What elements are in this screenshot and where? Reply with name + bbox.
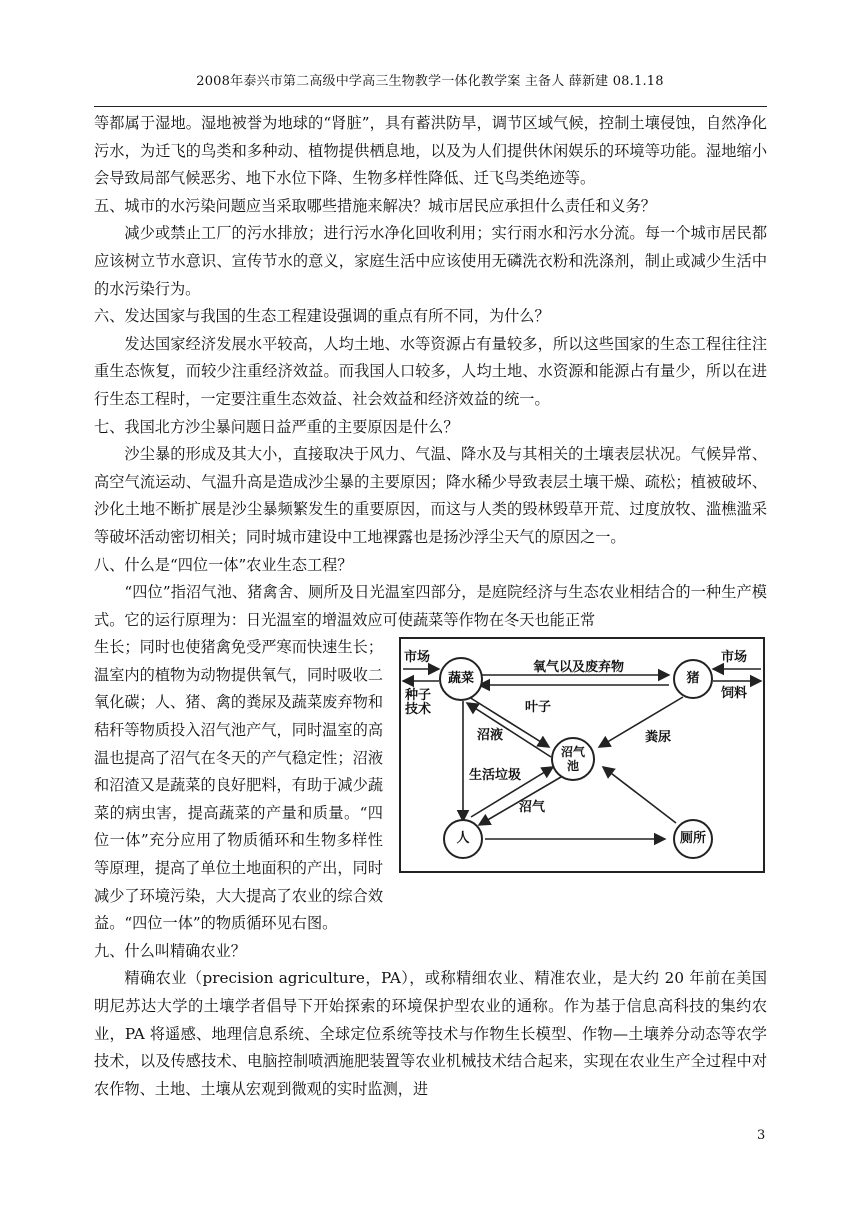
header-rule — [94, 106, 767, 107]
page-number: 3 — [757, 1128, 766, 1143]
paragraph: 等都属于湿地。湿地被誉为地球的“肾脏”，具有蓄洪防旱，调节区域气候，控制土壤侵蚀，自然净化污水，为迁飞的鸟类和多种动、植物提供栖息地，以及为人们提供休闲娱乐的环境等功能。湿地缩小会导致局部气候恶劣、地下水位下降、生物多样性降低、迁飞鸟类绝迹等。 — [94, 114, 767, 188]
question-heading: 七、我国北方沙尘暴问题日益严重的主要原因是什么？ — [94, 417, 459, 436]
question-heading: 八、什么是“四位一体”农业生态工程？ — [94, 555, 353, 574]
label-slurry: 沼液 — [477, 728, 504, 744]
label-manure: 粪尿 — [645, 730, 672, 746]
label-feed: 饲料 — [721, 686, 748, 702]
node-pig: 猪 — [673, 659, 713, 699]
node-human: 人 — [443, 819, 483, 859]
label-market-left: 市场 — [404, 650, 431, 666]
label-market-right: 市场 — [721, 650, 748, 666]
document-body — [94, 110, 767, 1103]
label-leaves: 叶子 — [525, 700, 552, 716]
paragraph-with-figure: 生长；同时也使猪禽免受严寒而快速生长；温室内的植物为动物提供氧气，同时吸收二氧化碳；人、猪、禽的粪尿及蔬菜废弃物和秸秆等物质投入沼气池产气，同时温室的高温也提高了沼气在冬天的产气稳定性；沼液和沼渣又是蔬菜的良好肥料，有助于减少蔬菜的病虫害，提高蔬菜的产量和质量。“四位一体”充分应用了物质循环和生物多样性等原理，提高了单位土地面积的产出，同时减少了环境污染，大大提高了农业的综合效益。“四位一体”的物质循环见右图。 — [94, 638, 383, 933]
label-oxygen-waste: 氧气以及废弃物 — [533, 660, 625, 676]
question-heading: 五、城市的水污染问题应当采取哪些措施来解决？城市居民应承担什么责任和义务？ — [94, 196, 656, 215]
question-heading: 六、发达国家与我国的生态工程建设强调的重点有所不同，为什么？ — [94, 307, 550, 326]
label-garbage: 生活垃圾 — [469, 768, 522, 784]
page-header: 2008年泰兴市第二高级中学高三生物教学一体化教学案 主备人 薛新建 08.1.18 — [196, 74, 664, 89]
node-biogas-pit: 沼气池 — [551, 737, 595, 781]
paragraph: “四位”指沼气池、猪禽舍、厕所及日光温室四部分，是庭院经济与生态农业相结合的一种生产模式。它的运行原理为：日光温室的增温效应可使蔬菜等作物在冬天也能正常 — [94, 583, 767, 629]
node-vegetables: 蔬菜 — [439, 657, 483, 701]
label-biogas: 沼气 — [519, 800, 546, 816]
question-heading: 九、什么叫精确农业？ — [94, 941, 246, 960]
label-seed-tech: 种子技术 — [405, 688, 432, 718]
paragraph: 减少或禁止工厂的污水排放；进行污水净化回收利用；实行雨水和污水分流。每一个城市居民都应该树立节水意识、宣传节水的意义，家庭生活中应该使用无磷洗衣粉和洗涤剂，制止或减少生活中的水污染行为。 — [94, 224, 767, 298]
paragraph: 精确农业（precision agriculture，PA），或称精细农业、精准农业，是大约 20 年前在美国明尼苏达大学的土壤学者倡导下开始探索的环境保护型农业的通称。作为基于信息高科技的集约农业，PA 将遥感、地理信息系统、全球定位系统等技术与作物生长模型、作物—土壤养分动态等农学技术，以及传感技术、电脑控制喷洒施肥装置等农业机械技术结合起来，实现在农业生产全过程中对农作物、土地、土壤从宏观到微观的实时监测，进 — [94, 969, 767, 1098]
paragraph: 发达国家经济发展水平较高，人均土地、水等资源占有量较多，所以这些国家的生态工程往往注重生态恢复，而较少注重经济效益。而我国人口较多，人均土地、水资源和能源占有量少，所以在进行生态工程时，一定要注重生态效益、社会效益和经济效益的统一。 — [94, 334, 767, 408]
paragraph: 沙尘暴的形成及其大小，直接取决于风力、气温、降水及与其相关的土壤表层状况。气候异常、高空气流运动、气温升高是造成沙尘暴的主要原因；降水稀少导致表层土壤干燥、疏松；植被破坏、沙化土地不断扩展是沙尘暴频繁发生的重要原因，而这与人类的毁林毁草开荒、过度放牧、滥樵滥采等破坏活动密切相关；同时城市建设中工地裸露也是扬沙浮尘天气的原因之一。 — [94, 445, 767, 546]
four-in-one-diagram — [399, 637, 765, 873]
node-toilet: 厕所 — [673, 819, 713, 859]
material-cycle-figure — [395, 637, 767, 893]
